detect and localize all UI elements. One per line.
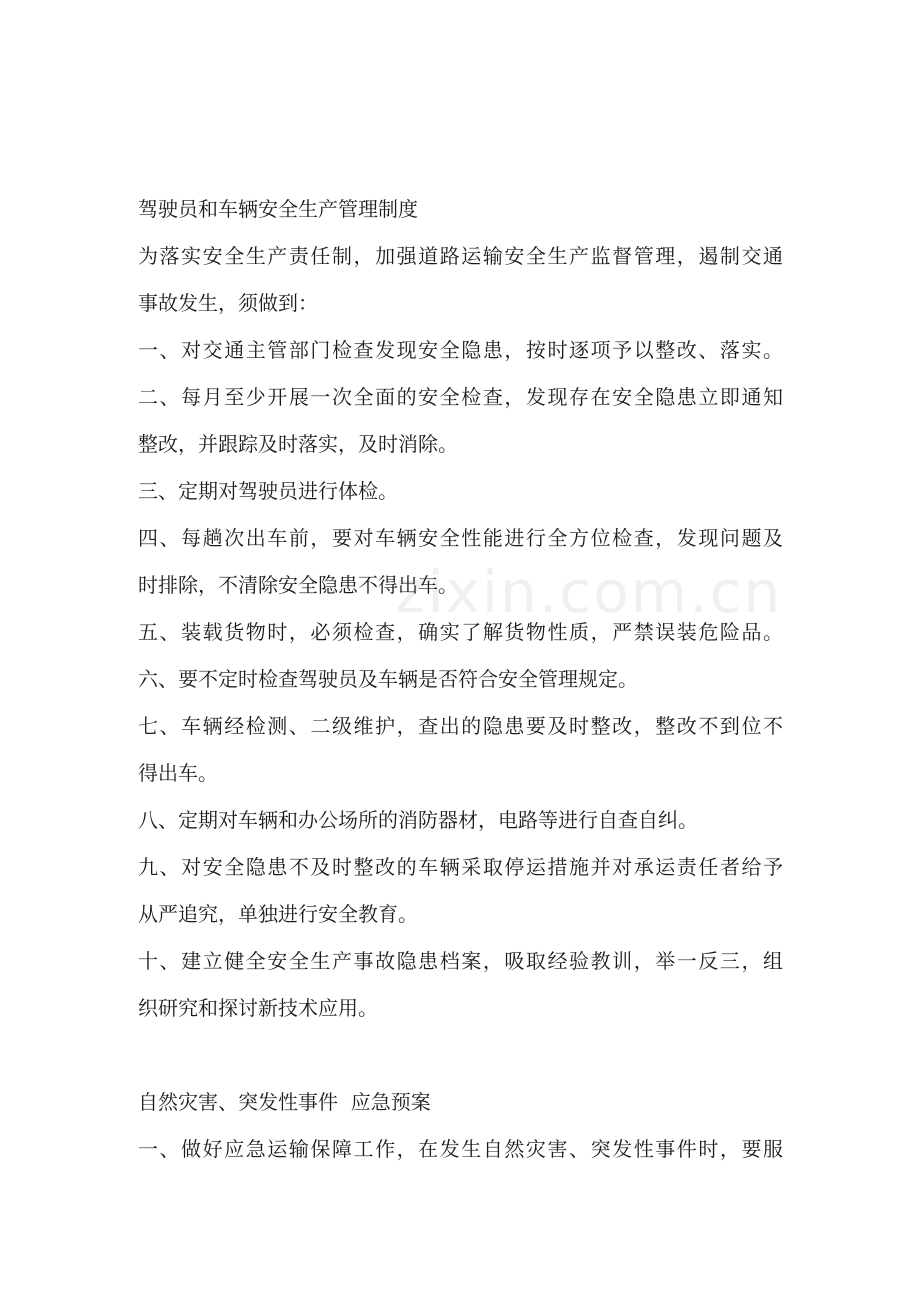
section-title: 自然灾害、突发性事件 应急预案 (138, 1090, 431, 1114)
rule-item-2-cont: 整改，并跟踪及时落实，及时消除。 (138, 432, 458, 456)
rule-item-9: 九、对安全隐患不及时整改的车辆采取停运措施并对承运责任者给予 (138, 855, 783, 879)
rule-item-9-cont: 从严追究，单独进行安全教育。 (138, 902, 418, 926)
document-body (138, 186, 783, 1173)
rule-item-3: 三、定期对驾驶员进行体检。 (138, 479, 398, 503)
section-gap (138, 1032, 783, 1079)
intro-line: 为落实安全生产责任制，加强道路运输安全生产监督管理，遏制交通 (138, 244, 783, 268)
rule-item-2: 二、每月至少开展一次全面的安全检查，发现存在安全隐患立即通知 (138, 385, 783, 409)
rule-item-10-cont: 织研究和探讨新技术应用。 (138, 996, 378, 1020)
rule-item-7-cont: 得出车。 (138, 761, 218, 785)
rule-item-7: 七、车辆经检测、二级维护，查出的隐患要及时整改，整改不到位不 (138, 714, 783, 738)
rule-item-4: 四、每趟次出车前，要对车辆安全性能进行全方位检查，发现问题及 (138, 526, 783, 550)
rule-item-10: 十、建立健全安全生产事故隐患档案，吸取经验教训，举一反三，组 (138, 949, 783, 973)
rule-item-6: 六、要不定时检查驾驶员及车辆是否符合安全管理规定。 (138, 667, 638, 691)
intro-line: 事故发生，须做到： (138, 291, 318, 315)
rule-item-4-cont: 时排除，不清除安全隐患不得出车。 (138, 573, 458, 597)
section-title: 驾驶员和车辆安全生产管理制度 (138, 197, 418, 221)
plan-item-1: 一、做好应急运输保障工作，在发生自然灾害、突发性事件时，要服 (138, 1137, 783, 1161)
watermark: zixin.com.cn (395, 558, 783, 626)
rule-item-1: 一、对交通主管部门检查发现安全隐患，按时逐项予以整改、落实。 (138, 338, 783, 362)
rule-item-8: 八、定期对车辆和办公场所的消防器材，电路等进行自查自纠。 (138, 808, 698, 832)
rule-item-5: 五、装载货物时，必须检查，确实了解货物性质，严禁误装危险品。 (138, 620, 783, 644)
